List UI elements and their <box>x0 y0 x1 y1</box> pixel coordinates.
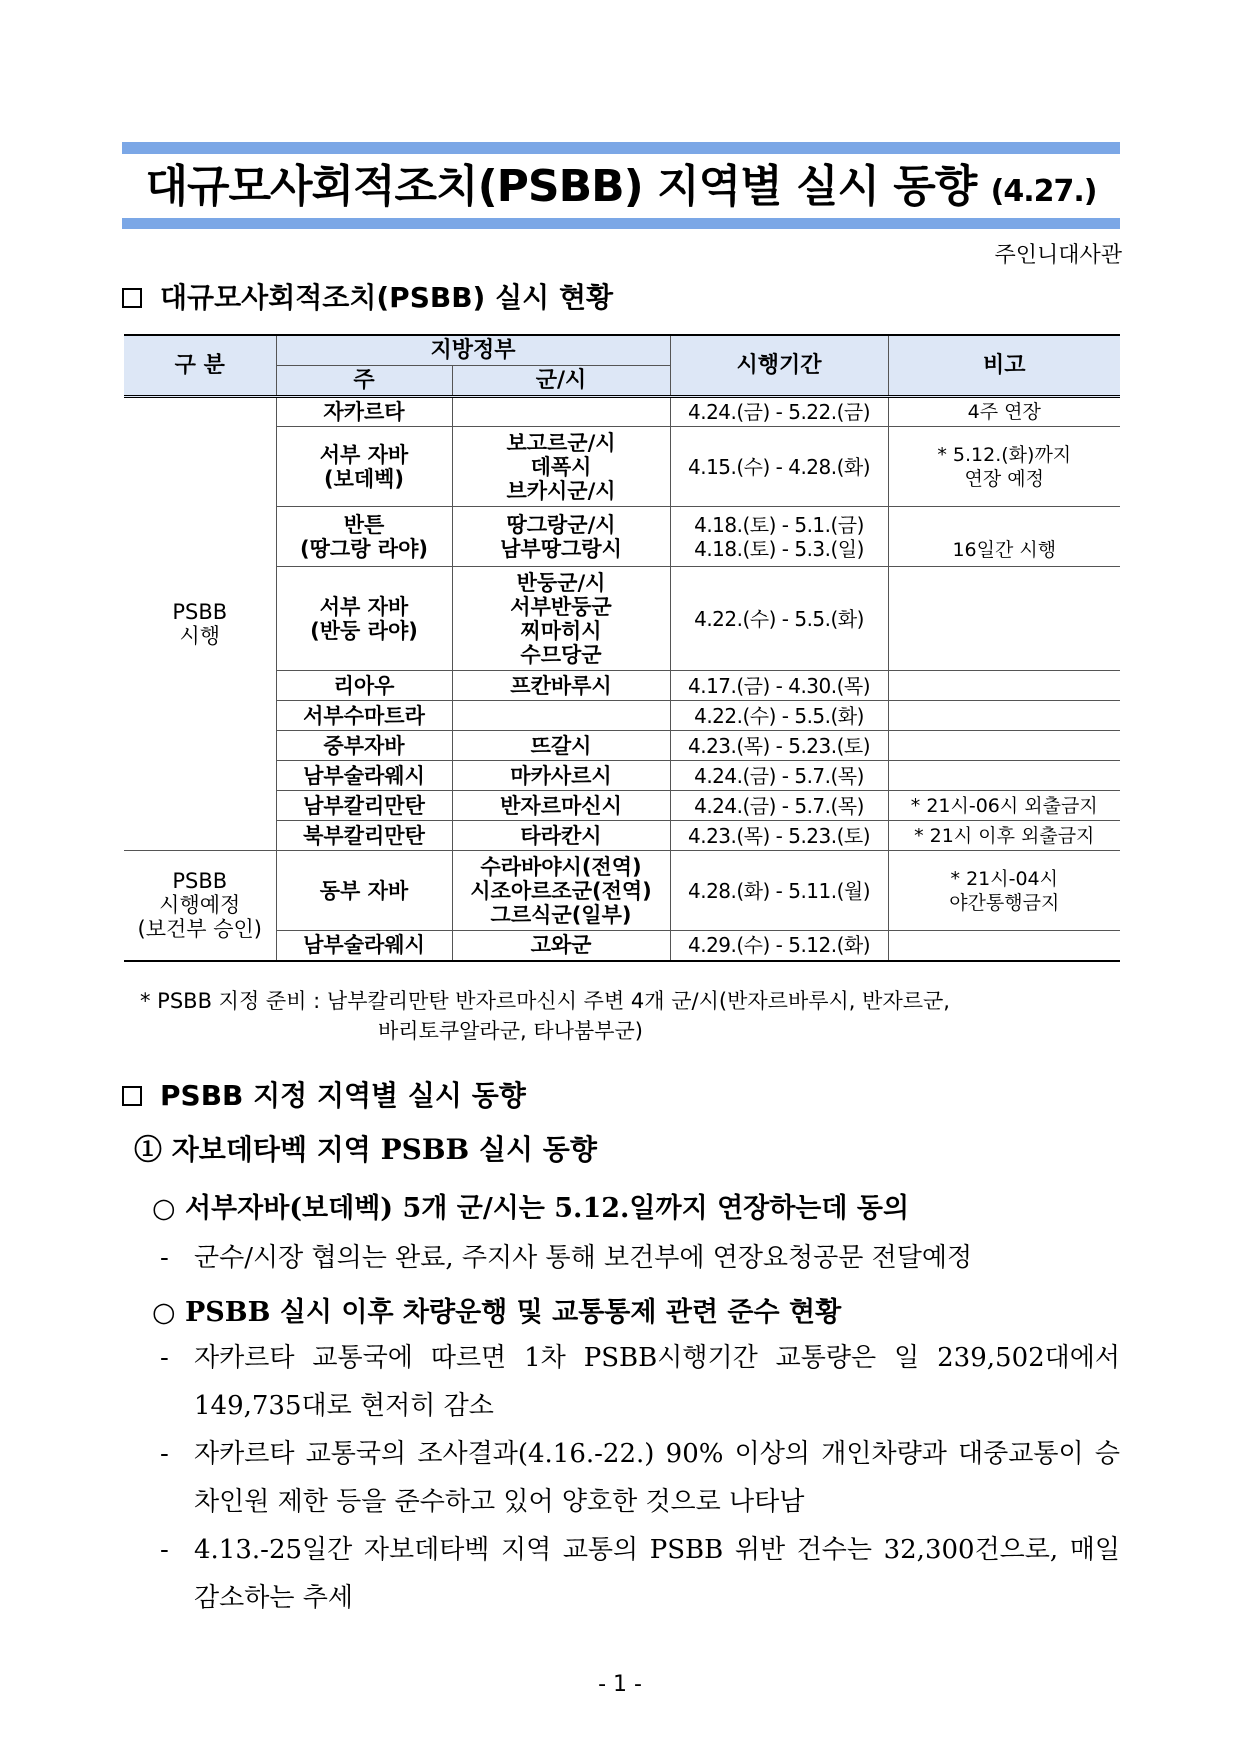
section2-heading-text: PSBB 지정 지역별 실시 동향 <box>160 1079 526 1112</box>
cell-city <box>452 397 670 427</box>
cell-note: * 21시-06시 외출금지 <box>888 791 1120 821</box>
group-psbb-planned: PSBB 시행예정 (보건부 승인) <box>124 851 276 961</box>
cell-period: 4.22.(수) - 5.5.(화) <box>670 701 888 731</box>
cell-city: 반둥군/시 서부반둥군 찌마히시 수므당군 <box>452 567 670 671</box>
section2-heading <box>122 1074 526 1114</box>
document-title-date: (4.27.) <box>990 174 1097 209</box>
cell-city <box>452 701 670 731</box>
cell-period: 4.22.(수) - 5.5.(화) <box>670 567 888 671</box>
cell-period: 4.24.(금) - 5.7.(목) <box>670 761 888 791</box>
cell-note <box>888 701 1120 731</box>
subheading-jabodetabek: ① 자보데타벡 지역 PSBB 실시 동향 <box>134 1133 597 1166</box>
header-period: 시행기간 <box>670 335 888 397</box>
dash-text: 자카르타 교통국에 따르면 1차 PSBB시행기간 교통량은 일 239,502대에서 149,735대로 현저히 감소 <box>194 1343 1120 1421</box>
dash-mark: - <box>160 1243 169 1273</box>
cell-province: 서부 자바 (보데벡) <box>276 427 452 507</box>
document-title <box>122 158 1120 216</box>
group-psbb-active: PSBB 시행 <box>124 397 276 851</box>
header-local-gov: 지방정부 <box>276 335 670 366</box>
cell-period: 4.29.(수) - 5.12.(화) <box>670 931 888 961</box>
footnote-line2: 바리토쿠알라군, 타나붐부군) <box>378 1019 643 1043</box>
cell-city: 반자르마신시 <box>452 791 670 821</box>
cell-period: 4.24.(금) - 5.22.(금) <box>670 397 888 427</box>
cell-province: 리아우 <box>276 671 452 701</box>
cell-period: 4.28.(화) - 5.11.(월) <box>670 851 888 931</box>
dash-mark: - <box>160 1535 169 1565</box>
author-label: 주인니대사관 <box>994 243 1122 268</box>
header-province: 주 <box>276 366 452 397</box>
cell-note: * 21시 이후 외출금지 <box>888 821 1120 851</box>
document-title-text: 대규모사회적조치(PSBB) 지역별 실시 동향 <box>145 161 977 212</box>
page-number: - 1 - <box>598 1672 642 1697</box>
dash-item <box>160 1430 1120 1526</box>
cell-note: * 21시-04시 야간통행금지 <box>888 851 1120 931</box>
cell-city: 수라바야시(전역) 시조아르조군(전역) 그르식군(일부) <box>452 851 670 931</box>
table-footnote <box>140 986 950 1046</box>
dash-text: 자카르타 교통국의 조사결과(4.16.-22.) 90% 이상의 개인차량과 대중교통이 승차인원 제한 등을 준수하고 있어 양호한 것으로 나타남 <box>194 1439 1120 1517</box>
cell-period: 4.23.(목) - 5.23.(토) <box>670 731 888 761</box>
header-category: 구 분 <box>124 335 276 397</box>
cell-province: 중부자바 <box>276 731 452 761</box>
dash-mark: - <box>160 1439 169 1469</box>
cell-note <box>888 931 1120 961</box>
cell-province: 서부 자바 (반둥 라야) <box>276 567 452 671</box>
table-row <box>124 397 1120 427</box>
cell-city: 마카사르시 <box>452 761 670 791</box>
cell-province: 서부수마트라 <box>276 701 452 731</box>
cell-province: 북부칼리만탄 <box>276 821 452 851</box>
cell-note: * 5.12.(화)까지 연장 예정 <box>888 427 1120 507</box>
table-row <box>124 851 1120 931</box>
footnote-line1: * PSBB 지정 준비 : 남부칼리만탄 반자르마신시 주변 4개 군/시(반자르바루시, 반자르군, <box>140 989 950 1013</box>
dash-item <box>160 1334 1120 1430</box>
cell-note <box>888 671 1120 701</box>
header-note: 비고 <box>888 335 1120 397</box>
cell-note <box>888 567 1120 671</box>
cell-note <box>888 761 1120 791</box>
cell-city: 뜨갈시 <box>452 731 670 761</box>
cell-city: 타라칸시 <box>452 821 670 851</box>
dash-text: 4.13.-25일간 자보데타벡 지역 교통의 PSBB 위반 건수는 32,300건으로, 매일 감소하는 추세 <box>194 1535 1120 1613</box>
cell-note <box>888 731 1120 761</box>
bullet-bodebek-extension: ○ 서부자바(보데벡) 5개 군/시는 5.12.일까지 연장하는데 동의 <box>152 1193 910 1224</box>
psbb-status-table <box>124 334 1120 962</box>
section1-heading <box>122 276 613 316</box>
cell-note: 4주 연장 <box>888 397 1120 427</box>
section1-heading-text: 대규모사회적조치(PSBB) 실시 현황 <box>160 281 614 314</box>
cell-province: 반튼 (땅그랑 라야) <box>276 507 452 567</box>
cell-province: 남부술라웨시 <box>276 761 452 791</box>
cell-province: 남부칼리만탄 <box>276 791 452 821</box>
title-top-bar <box>122 142 1120 154</box>
cell-note: 16일간 시행 <box>888 507 1120 567</box>
cell-city: 프칸바루시 <box>452 671 670 701</box>
cell-period: 4.18.(토) - 5.1.(금) 4.18.(토) - 5.3.(일) <box>670 507 888 567</box>
header-city: 군/시 <box>452 366 670 397</box>
bullet-traffic-compliance: ○ PSBB 실시 이후 차량운행 및 교통통제 관련 준수 현황 <box>152 1297 842 1328</box>
cell-period: 4.15.(수) - 4.28.(화) <box>670 427 888 507</box>
dash-mark: - <box>160 1343 169 1373</box>
cell-province: 남부술라웨시 <box>276 931 452 961</box>
checkbox-square-icon <box>122 288 142 308</box>
cell-city: 보고르군/시 데폭시 브카시군/시 <box>452 427 670 507</box>
cell-province: 자카르타 <box>276 397 452 427</box>
cell-period: 4.23.(목) - 5.23.(토) <box>670 821 888 851</box>
cell-period: 4.24.(금) - 5.7.(목) <box>670 791 888 821</box>
dash-item <box>160 1234 1120 1282</box>
title-bottom-bar <box>122 218 1120 229</box>
cell-city: 땅그랑군/시 남부땅그랑시 <box>452 507 670 567</box>
checkbox-square-icon <box>122 1086 142 1106</box>
dash-item <box>160 1526 1120 1622</box>
cell-period: 4.17.(금) - 4.30.(목) <box>670 671 888 701</box>
cell-city: 고와군 <box>452 931 670 961</box>
cell-province: 동부 자바 <box>276 851 452 931</box>
dash-text: 군수/시장 협의는 완료, 주지사 통해 보건부에 연장요청공문 전달예정 <box>194 1243 973 1273</box>
